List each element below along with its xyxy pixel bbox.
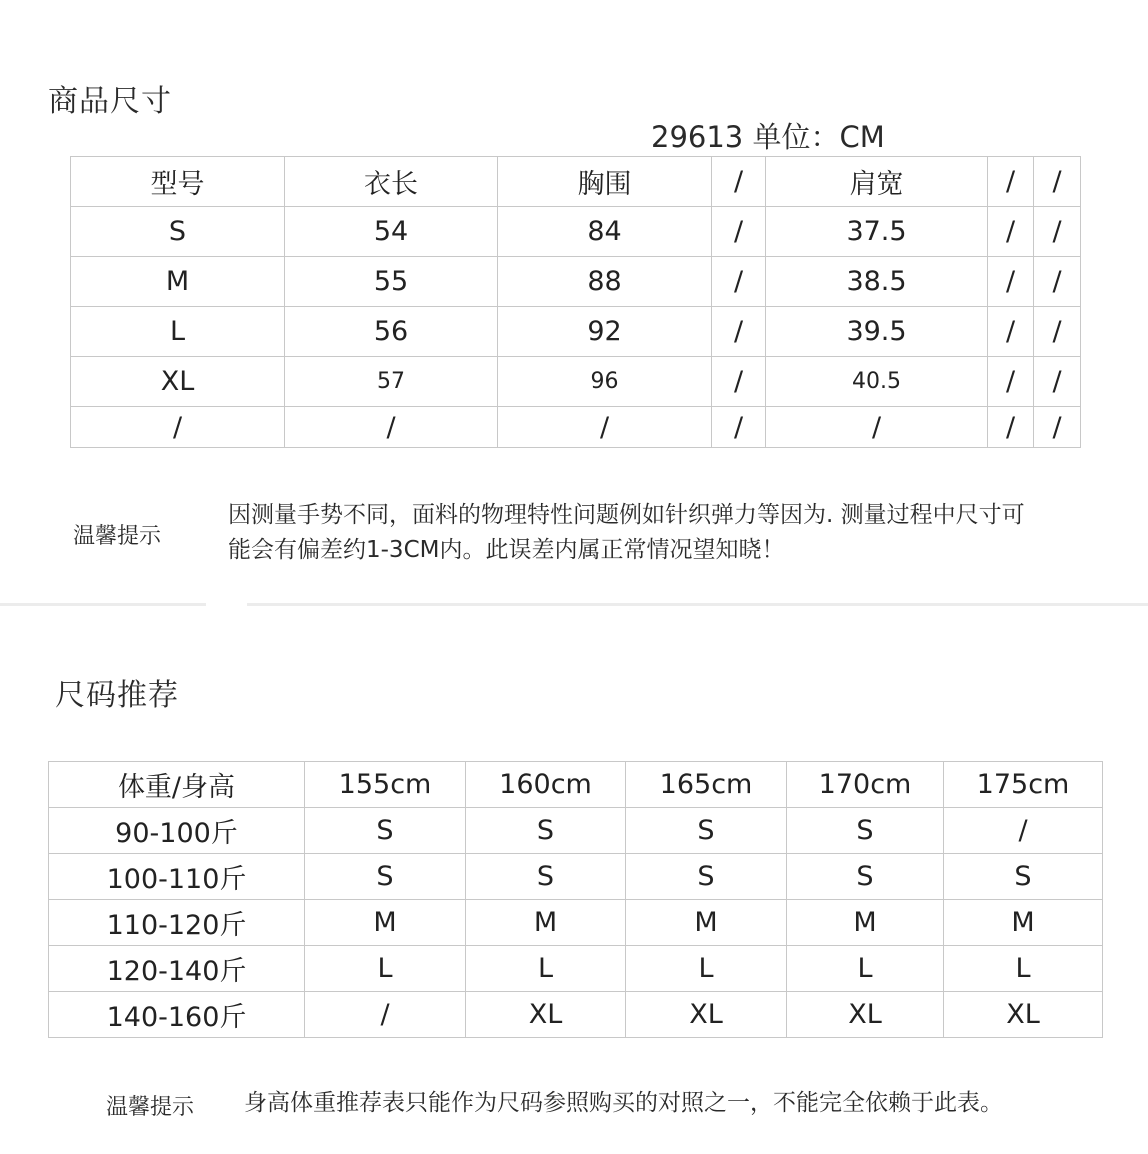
table-cell: / [988,207,1034,257]
table-cell: L [944,946,1103,992]
table-cell: L [787,946,944,992]
table-row [71,257,1081,307]
header-cell: 肩宽 [766,157,988,207]
table-cell: XL [944,992,1103,1038]
recommend-tip-text: 身高体重推荐表只能作为尺码参照购买的对照之一，不能完全依赖于此表。 [244,1090,1003,1116]
table-cell: 37.5 [766,207,988,257]
table-cell: / [498,407,712,448]
table-cell: 57 [285,357,498,407]
recommend-section-title: 尺码推荐 [55,678,179,713]
table-cell: L [466,946,626,992]
table-cell: 96 [498,357,712,407]
header-cell: 胸围 [498,157,712,207]
table-cell: / [712,407,766,448]
header-cell: 175cm [944,762,1103,808]
table-cell: XL [787,992,944,1038]
table-cell: S [626,808,787,854]
table-cell: M [466,900,626,946]
recommend-tip-label: 温馨提示 [106,1095,195,1120]
table-cell: / [944,808,1103,854]
table-cell: 38.5 [766,257,988,307]
table-cell: / [766,407,988,448]
table-cell: / [1034,407,1081,448]
table-cell: M [787,900,944,946]
recommend-header-row [49,762,1103,808]
size-tip-text [228,498,1108,568]
table-cell: L [305,946,466,992]
table-row [49,808,1103,854]
table-cell: 55 [285,257,498,307]
table-cell: S [71,207,285,257]
table-cell: / [1034,357,1081,407]
table-cell: / [305,992,466,1038]
header-cell: 155cm [305,762,466,808]
header-cell: 衣长 [285,157,498,207]
table-cell: L [71,307,285,357]
table-cell: M [305,900,466,946]
table-cell: / [1034,207,1081,257]
table-cell: / [1034,307,1081,357]
header-cell: 体重/身高 [49,762,305,808]
table-cell: / [712,307,766,357]
table-cell: / [71,407,285,448]
table-row [71,357,1081,407]
table-row [71,307,1081,357]
size-tip-line: 能会有偏差约1-3CM内。此误差内属正常情况望知晓！ [228,537,785,563]
table-cell: S [466,808,626,854]
table-cell: / [988,307,1034,357]
table-cell: 90-100斤 [49,808,305,854]
table-cell: 56 [285,307,498,357]
table-cell: 39.5 [766,307,988,357]
table-cell: XL [466,992,626,1038]
table-cell: 140-160斤 [49,992,305,1038]
table-cell: S [305,808,466,854]
header-cell: / [1034,157,1081,207]
header-cell: / [988,157,1034,207]
table-cell: 40.5 [766,357,988,407]
table-cell: M [71,257,285,307]
section-divider [247,603,1148,606]
size-tip-line: 因测量手势不同，面料的物理特性问题例如针织弹力等因为. 测量过程中尺寸可 [228,502,1025,528]
table-cell: XL [71,357,285,407]
table-cell: S [626,854,787,900]
table-cell: 100-110斤 [49,854,305,900]
table-cell: / [712,357,766,407]
table-cell: S [305,854,466,900]
table-row [71,207,1081,257]
header-cell: 160cm [466,762,626,808]
table-cell: 110-120斤 [49,900,305,946]
size-table [70,156,1081,448]
table-cell: L [626,946,787,992]
table-cell: S [787,854,944,900]
header-cell: 165cm [626,762,787,808]
table-row [49,854,1103,900]
table-cell: / [285,407,498,448]
table-cell: S [944,854,1103,900]
header-cell: / [712,157,766,207]
table-cell: 54 [285,207,498,257]
table-row [49,946,1103,992]
size-section-title: 商品尺寸 [48,84,172,119]
recommend-table [48,761,1103,1038]
size-tip-label: 温馨提示 [73,524,162,549]
table-cell: / [988,257,1034,307]
table-row [49,900,1103,946]
table-cell: 88 [498,257,712,307]
table-cell: / [988,407,1034,448]
section-divider [0,603,206,606]
table-cell: 92 [498,307,712,357]
table-row [49,992,1103,1038]
table-cell: / [1034,257,1081,307]
header-cell: 型号 [71,157,285,207]
size-table-header-row [71,157,1081,207]
product-code-unit: 29613 单位：CM [651,120,885,154]
header-cell: 170cm [787,762,944,808]
table-cell: M [626,900,787,946]
table-cell: 84 [498,207,712,257]
table-cell: / [712,207,766,257]
table-cell: / [988,357,1034,407]
table-row [71,407,1081,448]
table-cell: S [466,854,626,900]
table-cell: / [712,257,766,307]
table-cell: M [944,900,1103,946]
table-cell: S [787,808,944,854]
table-cell: XL [626,992,787,1038]
table-cell: 120-140斤 [49,946,305,992]
